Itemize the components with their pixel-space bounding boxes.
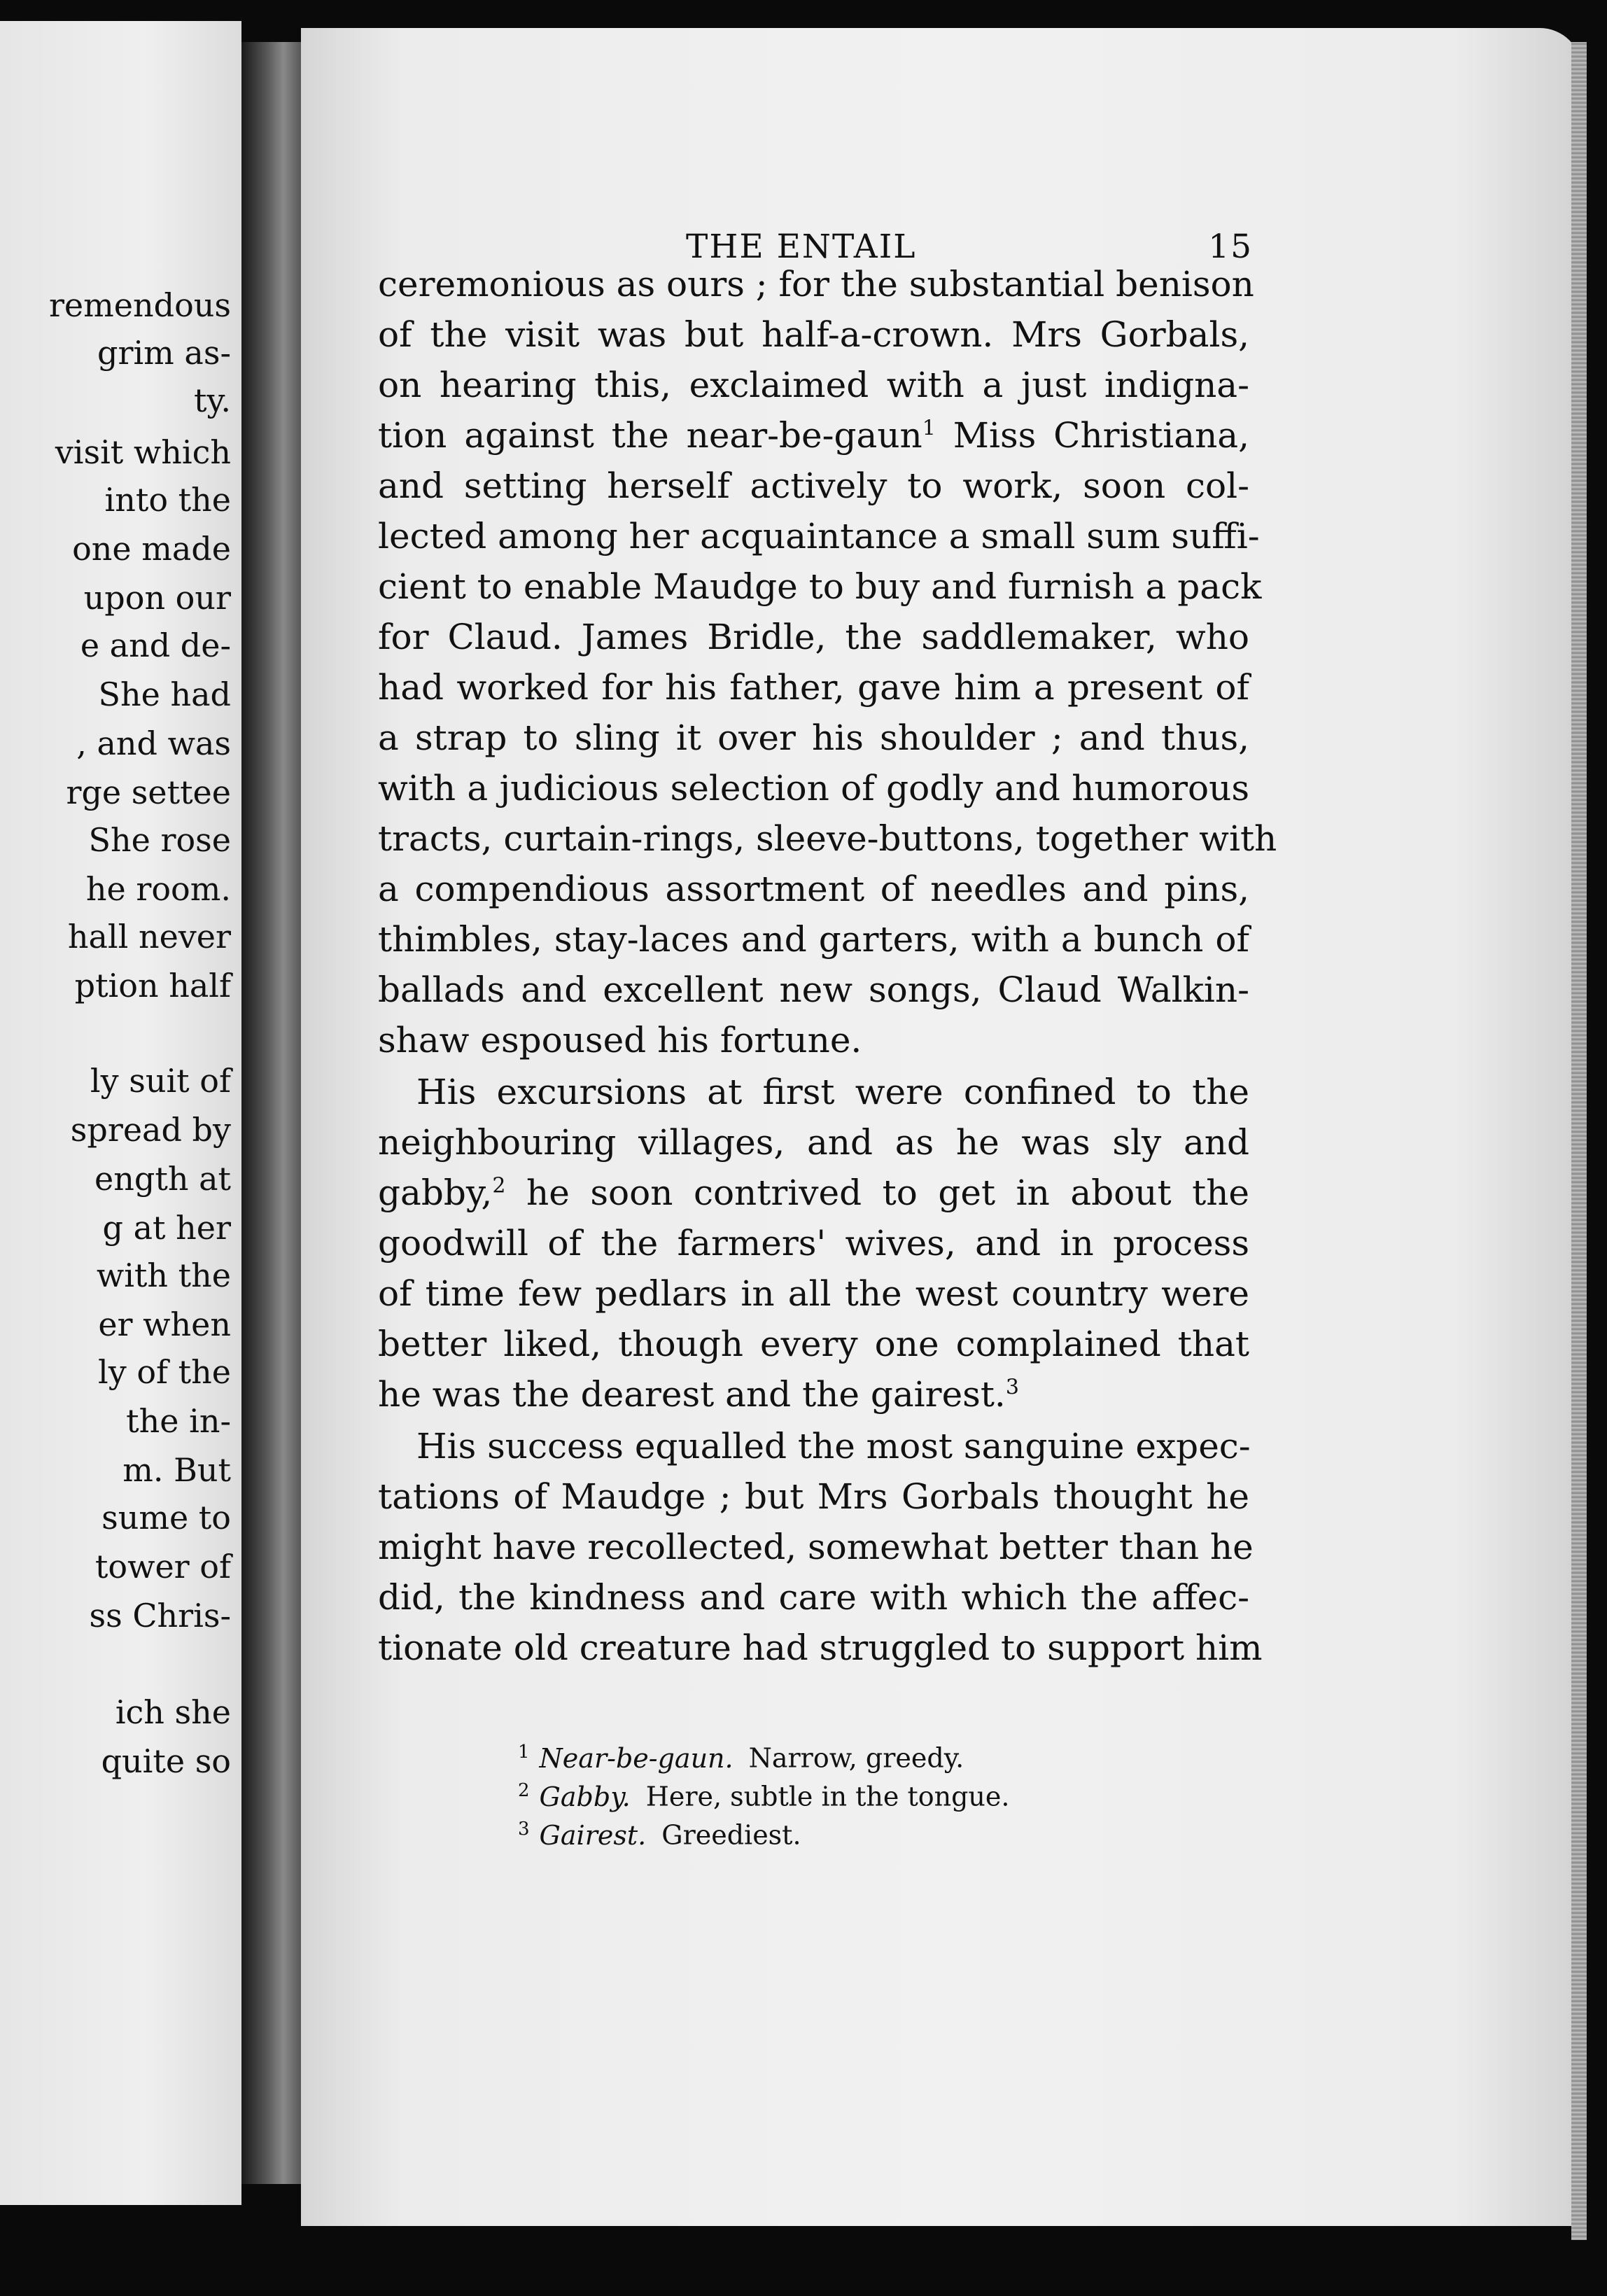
body-line: shaw espoused his fortune. <box>378 1020 862 1060</box>
left-page-line: ich she <box>115 1693 231 1731</box>
footnote-text: Greediest. <box>661 1819 801 1851</box>
left-page-line: ly of the <box>98 1353 231 1391</box>
left-page-line: ength at <box>94 1160 231 1198</box>
running-title: THE ENTAIL <box>686 227 917 266</box>
body-line: lected among her acquaintance a small sum suffi- <box>378 516 1260 556</box>
body-line: might have recollected, somewhat better than he <box>378 1527 1254 1567</box>
left-page-line: ption half <box>74 967 231 1004</box>
left-page-line: She rose <box>88 821 231 859</box>
body-line: tion against the near-be-gaun$^1$ Miss Christiana, <box>378 415 1249 456</box>
body-line: for Claud. James Bridle, the saddlemaker, who <box>378 617 1249 657</box>
page-number: 15 <box>1208 227 1253 266</box>
body-line: neighbouring villages, and as he was sly and <box>378 1122 1249 1163</box>
body-line: on hearing this, exclaimed with a just indigna- <box>378 365 1249 405</box>
left-page-line: the in- <box>126 1402 231 1440</box>
left-page-line: ss Chris- <box>89 1597 231 1634</box>
left-page-line: ly suit of <box>90 1062 231 1100</box>
footnote <box>518 1809 801 1855</box>
left-page-line: visit which <box>55 433 231 471</box>
body-line: gabby,$^2$ he soon contrived to get in about the <box>378 1172 1249 1213</box>
page-edge <box>1571 42 1587 2240</box>
body-line: he was the dearest and the gairest.$^3$ <box>378 1374 1019 1415</box>
left-page-line: remendous <box>48 286 231 324</box>
left-page-line: grim as- <box>97 334 231 372</box>
body-line: His excursions at first were confined to the <box>416 1072 1249 1112</box>
left-page-line: sume to <box>101 1499 231 1536</box>
footnote-text: Here, subtle in the tongue. <box>645 1781 1010 1812</box>
left-page-line: rge settee <box>66 774 231 811</box>
left-page-line: with the <box>96 1256 231 1294</box>
footnote-term: Gairest. <box>539 1819 647 1851</box>
left-page-line: She had <box>98 676 231 713</box>
left-page-line: ty. <box>194 382 231 419</box>
left-page-line: m. But <box>122 1451 231 1489</box>
left-page-line: er when <box>98 1306 231 1343</box>
body-line: ballads and excellent new songs, Claud Walkin- <box>378 969 1249 1010</box>
left-page-line: hall never <box>67 918 231 955</box>
body-line: of time few pedlars in all the west country were <box>378 1273 1249 1314</box>
body-line: better liked, though every one complained that <box>378 1324 1249 1364</box>
left-page-line: , and was <box>76 724 231 762</box>
body-line: thimbles, stay-laces and garters, with a bunch of <box>378 919 1249 960</box>
left-page-line: into the <box>104 481 231 519</box>
body-line: and setting herself actively to work, soon col- <box>378 465 1249 506</box>
body-line: a compendious assortment of needles and pins, <box>378 869 1249 909</box>
body-line: of the visit was but half-a-crown. Mrs Gorbals, <box>378 314 1249 355</box>
body-line: ceremonious as ours ; for the substantial benison <box>378 264 1254 304</box>
footnote-term: Gabby. <box>539 1781 631 1812</box>
body-line: goodwill of the farmers' wives, and in process <box>378 1223 1249 1264</box>
footnote-mark: 2 <box>518 1780 530 1801</box>
body-line: tracts, curtain-rings, sleeve-buttons, together with <box>378 818 1277 859</box>
body-line: had worked for his father, gave him a present of <box>378 667 1249 708</box>
footnote-mark: 3 <box>518 1819 530 1840</box>
footnote-term: Near-be-gaun. <box>539 1742 734 1774</box>
left-page-line: one made <box>72 530 231 568</box>
body-line: His success equalled the most sanguine expec- <box>416 1426 1251 1466</box>
left-page <box>0 21 241 2205</box>
body-line: did, the kindness and care with which the affec- <box>378 1577 1249 1618</box>
footnote-text: Narrow, greedy. <box>748 1742 964 1774</box>
left-page-line: e and de- <box>80 626 231 664</box>
footnote-mark: 1 <box>518 1742 530 1763</box>
left-page-line: upon our <box>83 579 231 617</box>
body-line: with a judicious selection of godly and humorous <box>378 768 1249 808</box>
left-page-line: tower of <box>94 1548 231 1586</box>
left-page-line: g at her <box>102 1209 231 1247</box>
left-page-line: spread by <box>70 1111 231 1149</box>
body-line: cient to enable Maudge to buy and furnish a pack <box>378 566 1262 607</box>
left-page-line: he room. <box>85 870 231 908</box>
left-page-line: quite so <box>101 1742 231 1780</box>
body-line: tations of Maudge ; but Mrs Gorbals thought he <box>378 1476 1249 1517</box>
body-line: tionate old creature had struggled to support him <box>378 1628 1263 1668</box>
body-line: a strap to sling it over his shoulder ; and thus, <box>378 718 1249 758</box>
